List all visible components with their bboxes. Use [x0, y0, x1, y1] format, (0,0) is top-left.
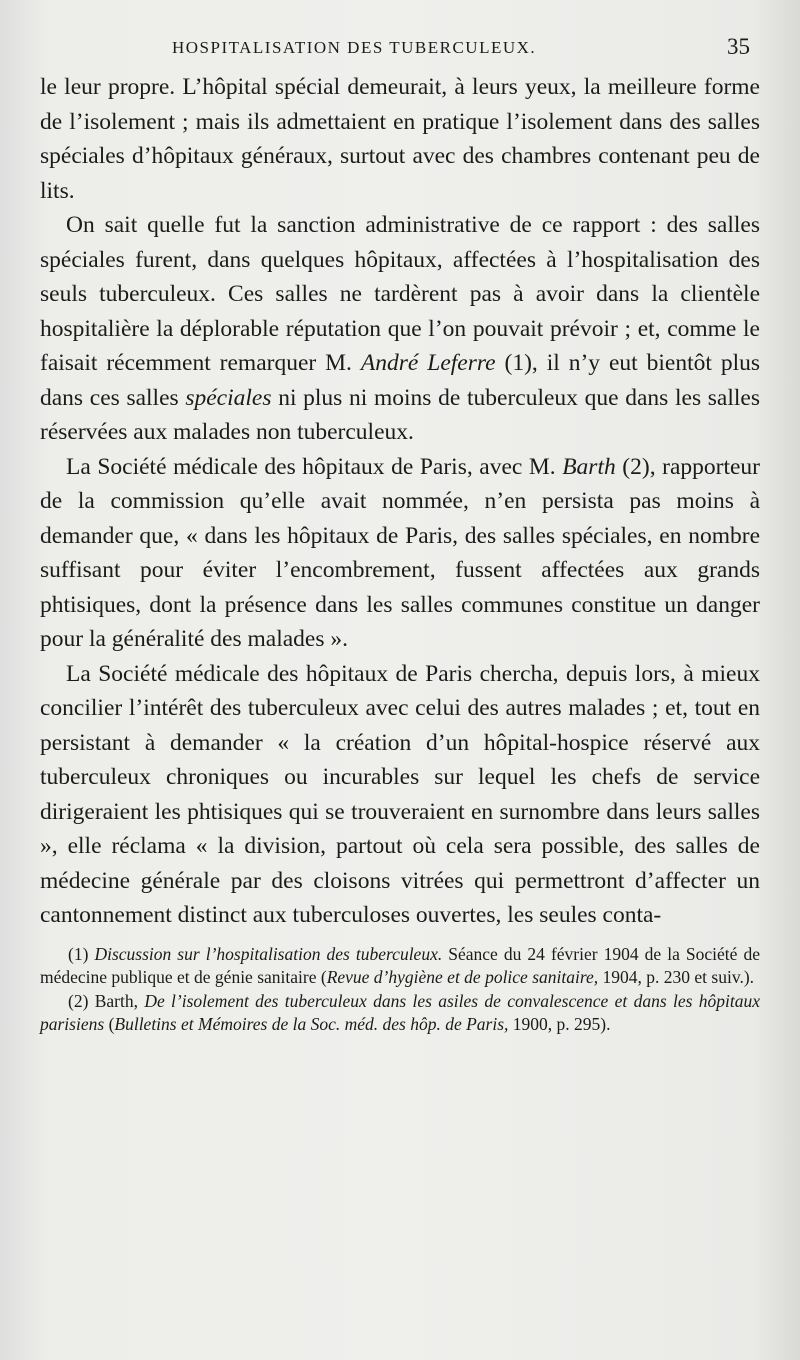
- footnote-2-mark: (2) Barth,: [68, 990, 145, 1011]
- paragraph-1-text: le leur propre. L’hôpital spécial demeurait, à leurs yeux, la meilleure forme de l’isolement ; mais ils admettaient en pratique l’isolement dans des salles spéciales d’hôpitaux généraux, surtout avec des chambres contenant peu de lits.: [40, 74, 760, 204]
- paragraph-2: [40, 208, 760, 450]
- author-name-barth: Barth: [562, 453, 616, 480]
- body-text: [40, 70, 760, 933]
- footnote-2-part-a: (: [104, 1014, 115, 1034]
- paragraph-2-part-a: On sait quelle fut la sanction administrative de ce rapport : des salles spéciales furent, dans quelques hôpitaux, affectées à l’hospitalisation des seuls tuberculeux. Ces salles ne tardèrent pas à avoir dans la clientèle hospitalière la déplorable réputation que l’on pouvait prévoir ; et, comme le faisait récemment remarquer M.: [40, 212, 760, 376]
- paragraph-4-text: La Société médicale des hôpitaux de Paris chercha, depuis lors, à mieux concilier l’intérêt des tuberculeux avec celui des autres malades ; et, tout en persistant à demander « la création d’un hôpital-hospice réservé aux tuberculeux chroniques ou incurables sur lequel les chefs de service dirigeraient les phtisiques qui se trouveraient en surnombre dans leurs salles », elle réclama « la division, partout où cela sera possible, des salles de médecine générale par des cloisons vitrées qui permettront d’affecter un cantonnement distinct aux tuberculoses ouvertes, les seules conta-: [40, 660, 760, 928]
- footnote-2-title: De l’isolement des tuberculeux dans les asiles de convalescence et dans les hôpitaux parisiens: [40, 990, 760, 1034]
- paragraph-2-part-b: (1), il n’y eut bientôt plus dans ces salles: [40, 350, 760, 411]
- footnote-1-title: Discussion sur l’hospitalisation des tuberculeux.: [94, 943, 443, 964]
- footnote-1-journal: Revue d’hygiène et de police sanitaire,: [326, 967, 599, 987]
- paragraph-4: [40, 657, 760, 933]
- footnote-1: [40, 943, 760, 990]
- emphasis-speciales: spéciales: [185, 384, 272, 411]
- author-name-leferre: André Leferre: [360, 350, 496, 376]
- footnote-1-part-a: Séance du 24 février 1904 de la Société de médecine publique et de génie sanitaire (: [40, 943, 760, 987]
- paragraph-3: [40, 450, 760, 657]
- footnote-1-mark: (1): [68, 943, 95, 964]
- page-header: [40, 30, 760, 70]
- footnote-2: [40, 990, 760, 1037]
- paragraph-2-part-c: ni plus ni moins de tuberculeux que dans les salles réservées aux malades non tuberculeux.: [40, 384, 760, 445]
- footnote-2-part-b: 1900, p. 295).: [508, 1014, 611, 1034]
- running-title: HOSPITALISATION DES TUBERCULEUX.: [172, 38, 537, 57]
- footnote-1-part-b: 1904, p. 230 et suiv.).: [598, 967, 755, 987]
- paragraph-1: [40, 70, 760, 208]
- page-number: 35: [727, 34, 750, 59]
- paragraph-3-part-a: La Société médicale des hôpitaux de Paris, avec M.: [66, 453, 563, 480]
- paragraph-3-part-b: (2), rapporteur de la commission qu’elle avait nommée, n’en persista pas moins à demander que, « dans les hôpitaux de Paris, des salles spéciales, en nombre suffisant pour éviter l’encombrement, fussent affectées aux grands phtisiques, dont la présence dans les salles communes constitue un danger pour la généralité des malades ».: [40, 453, 760, 652]
- footnotes: [40, 943, 760, 1037]
- footnote-2-journal: Bulletins et Mémoires de la Soc. méd. des hôp. de Paris,: [114, 1014, 509, 1034]
